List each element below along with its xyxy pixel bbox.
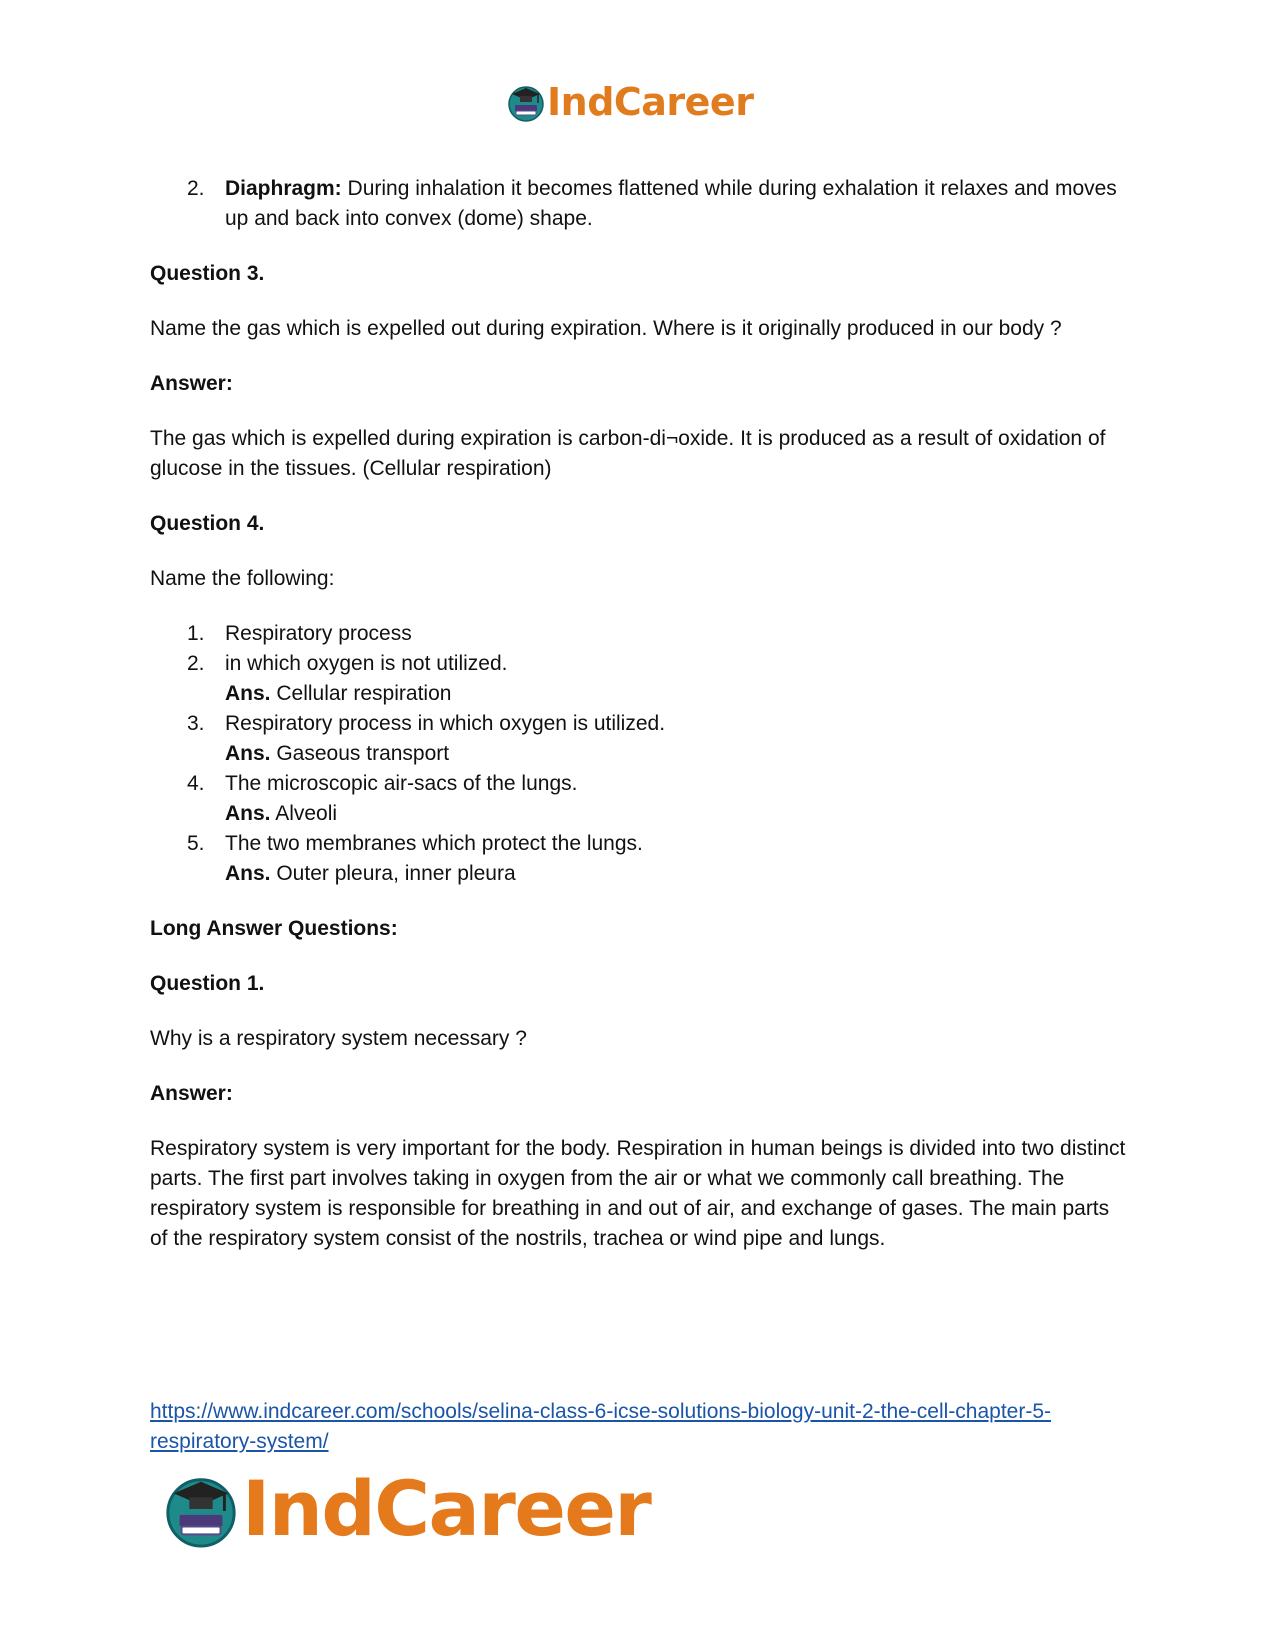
list-number: 5. [187, 832, 205, 855]
question-4-prompt: Name the following: [150, 567, 335, 590]
list-number: 2. [187, 652, 205, 675]
ans-text: Cellular respiration [270, 682, 452, 705]
question-3-text: Name the gas which is expelled out during expiration. Where is it originally produced in our body ? [150, 317, 1062, 340]
list-item-answer [225, 739, 1130, 769]
answer-label: Answer: [150, 1082, 233, 1105]
graduation-cap-book-icon [162, 1468, 240, 1550]
answer-label: Answer: [150, 372, 233, 395]
ans-text: Outer pleura, inner pleura [270, 862, 516, 885]
long-question-1-text: Why is a respiratory system necessary ? [150, 1027, 527, 1050]
footer-logo [162, 1466, 650, 1552]
question-4-heading: Question 4. [150, 512, 265, 535]
question-3-heading: Question 3. [150, 262, 265, 285]
ans-label: Ans. [225, 742, 271, 765]
long-question-1-answer: Respiratory system is very important for the body. Respiration in human beings is divided into two distinct parts. The first part involves taking in oxygen from the air or what we commonly call breathing. The respiratory system is responsible for breathing in and out of air, and exchange of gases. The main parts of the respiratory system consist of the nostrils, trachea or wind pipe and lungs. [150, 1137, 1126, 1250]
long-answer-heading: Long Answer Questions: [150, 917, 398, 940]
ans-label: Ans. [225, 862, 271, 885]
list-item [150, 619, 1130, 649]
term-label: Diaphragm: [225, 177, 342, 200]
list-item-text: Respiratory process in which oxygen is utilized. [225, 712, 666, 735]
long-question-1-heading: Question 1. [150, 972, 265, 995]
question-4-list [150, 619, 1130, 889]
list-item-text: Respiratory process [225, 622, 412, 645]
numbered-list-continued [150, 174, 1130, 234]
source-link[interactable]: https://www.indcareer.com/schools/selina-class-6-icse-solutions-biology-unit-2-the-cell-chapter-5-respiratory-system/ [150, 1400, 1052, 1453]
question-3-answer: The gas which is expelled during expiration is carbon-di¬oxide. It is produced as a result of oxidation of glucose in the tissues. (Cellular respiration) [150, 427, 1106, 480]
list-item-answer [225, 679, 1130, 709]
logo-wordmark: IndCareer [242, 1464, 651, 1553]
list-item-text: The two membranes which protect the lungs. [225, 832, 643, 855]
ans-text: Alveoli [270, 802, 338, 825]
list-item-text: in which oxygen is not utilized. [225, 652, 508, 675]
list-number: 2. [187, 177, 205, 200]
ans-label: Ans. [225, 802, 271, 825]
list-item [150, 174, 1130, 234]
list-item-answer [225, 799, 1130, 829]
list-item [150, 769, 1130, 829]
document-body [150, 174, 1130, 1254]
header-logo [506, 76, 753, 128]
list-item-answer [225, 859, 1130, 889]
graduation-cap-book-icon [506, 81, 546, 123]
list-item [150, 649, 1130, 709]
list-item [150, 829, 1130, 889]
logo-wordmark: IndCareer [547, 80, 754, 124]
list-item-text: The microscopic air-sacs of the lungs. [225, 772, 578, 795]
list-number: 1. [187, 622, 205, 645]
ans-text: Gaseous transport [270, 742, 450, 765]
list-number: 3. [187, 712, 205, 735]
list-item [150, 709, 1130, 769]
ans-label: Ans. [225, 682, 271, 705]
term-description: During inhalation it becomes flattened while during exhalation it relaxes and moves up and back into convex (dome) shape. [225, 177, 1117, 230]
list-number: 4. [187, 772, 205, 795]
